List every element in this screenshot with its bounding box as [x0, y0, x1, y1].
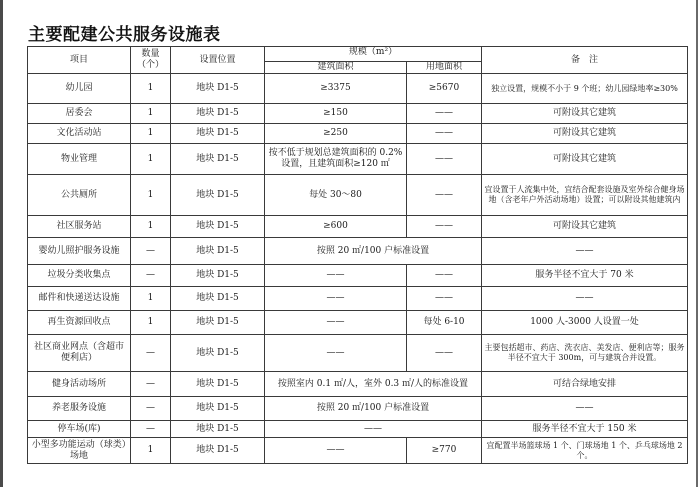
- facility-name-cell: 垃圾分类收集点: [28, 265, 131, 287]
- location-cell: 地块 D1-5: [171, 74, 265, 104]
- location-cell: 地块 D1-5: [171, 175, 265, 216]
- facilities-table: [27, 46, 688, 464]
- facility-name-cell: 停车场(库): [28, 421, 131, 438]
- scale-merged-cell: 按照 20 ㎡/100 户标准设置: [265, 397, 482, 421]
- facility-name-cell: 幼儿园: [28, 74, 131, 104]
- location-cell: 地块 D1-5: [171, 438, 265, 464]
- floor-area-cell: ——: [265, 335, 407, 372]
- location-cell: 地块 D1-5: [171, 238, 265, 265]
- land-area-cell: ——: [407, 335, 482, 372]
- page-edge-line: [696, 0, 698, 487]
- facility-name-cell: 社区服务站: [28, 216, 131, 238]
- page-edge-line: [0, 0, 3, 487]
- quantity-cell: —: [131, 372, 171, 397]
- remarks-cell: 宜配置半场篮球场 1 个、门球场地 1 个、乒乓球场地 2 个。: [482, 438, 688, 464]
- quantity-cell: —: [131, 238, 171, 265]
- location-cell: 地块 D1-5: [171, 287, 265, 311]
- quantity-cell: —: [131, 397, 171, 421]
- remarks-cell: 宜设置于人流集中处，宜结合配套设施及室外综合健身场地（含老年户外活动场地）设置；可以附设其他建筑内: [482, 175, 688, 216]
- remarks-cell: 可附设其它建筑: [482, 216, 688, 238]
- facility-name-cell: 养老服务设施: [28, 397, 131, 421]
- quantity-cell: 1: [131, 438, 171, 464]
- remarks-cell: 可附设其它建筑: [482, 124, 688, 144]
- table-row: [28, 144, 688, 175]
- quantity-cell: —: [131, 335, 171, 372]
- remarks-cell: 服务半径不宜大于 70 米: [482, 265, 688, 287]
- remarks-cell: ——: [482, 397, 688, 421]
- floor-area-cell: ≥250: [265, 124, 407, 144]
- floor-area-cell: ——: [265, 438, 407, 464]
- remarks-cell: 1000 人-3000 人设置一处: [482, 311, 688, 335]
- floor-area-cell: ——: [265, 311, 407, 335]
- table-row: [28, 335, 688, 372]
- header-remarks: 备 注: [482, 47, 688, 74]
- header-land-area: 用地面积: [407, 62, 482, 74]
- facility-name-cell: 公共厕所: [28, 175, 131, 216]
- facility-name-cell: 物业管理: [28, 144, 131, 175]
- remarks-cell: 可附设其它建筑: [482, 104, 688, 124]
- header-scale: 规模（m²）: [265, 47, 482, 62]
- floor-area-cell: ≥600: [265, 216, 407, 238]
- quantity-cell: 1: [131, 74, 171, 104]
- land-area-cell: ——: [407, 104, 482, 124]
- location-cell: 地块 D1-5: [171, 124, 265, 144]
- land-area-cell: ——: [407, 124, 482, 144]
- table-row: [28, 372, 688, 397]
- location-cell: 地块 D1-5: [171, 265, 265, 287]
- remarks-cell: ——: [482, 238, 688, 265]
- location-cell: 地块 D1-5: [171, 372, 265, 397]
- land-area-cell: ——: [407, 144, 482, 175]
- table-row: [28, 397, 688, 421]
- land-area-cell: ≥770: [407, 438, 482, 464]
- quantity-cell: 1: [131, 287, 171, 311]
- quantity-cell: 1: [131, 124, 171, 144]
- facility-name-cell: 健身活动场所: [28, 372, 131, 397]
- location-cell: 地块 D1-5: [171, 216, 265, 238]
- land-area-cell: ——: [407, 216, 482, 238]
- facility-name-cell: 文化活动站: [28, 124, 131, 144]
- floor-area-cell: 按不低于规划总建筑面积的 0.2%设置，且建筑面积≥120 ㎡: [265, 144, 407, 175]
- land-area-cell: ——: [407, 265, 482, 287]
- header-quantity-line2: （个）: [136, 60, 164, 70]
- quantity-cell: 1: [131, 216, 171, 238]
- remarks-cell: 可附设其它建筑: [482, 144, 688, 175]
- location-cell: 地块 D1-5: [171, 104, 265, 124]
- quantity-cell: 1: [131, 144, 171, 175]
- floor-area-cell: ≥3375: [265, 74, 407, 104]
- table-row: [28, 104, 688, 124]
- quantity-cell: —: [131, 265, 171, 287]
- scale-merged-cell: ——: [265, 421, 482, 438]
- table-row: [28, 74, 688, 104]
- facility-name-cell: 邮件和快递送达设施: [28, 287, 131, 311]
- header-location: 设置位置: [171, 47, 265, 74]
- table-row: [28, 265, 688, 287]
- quantity-cell: 1: [131, 311, 171, 335]
- table-body: [28, 47, 688, 464]
- remarks-cell: 可结合绿地安排: [482, 372, 688, 397]
- facility-name-cell: 居委会: [28, 104, 131, 124]
- header-quantity-line1: 数量: [141, 49, 160, 60]
- header-row: [28, 47, 688, 62]
- remarks-cell: 主要包括超市、药店、洗衣店、美发店、便利店等；服务半径不宜大于 300m，可与建筑合并设置。: [482, 335, 688, 372]
- remarks-cell: 独立设置，规模不小于 9 个班；幼儿园绿地率≥30%: [482, 74, 688, 104]
- header-quantity: [131, 47, 171, 74]
- quantity-cell: 1: [131, 104, 171, 124]
- table-row: [28, 421, 688, 438]
- header-floor-area: 建筑面积: [265, 62, 407, 74]
- table-row: [28, 175, 688, 216]
- location-cell: 地块 D1-5: [171, 421, 265, 438]
- floor-area-cell: 每处 30～80: [265, 175, 407, 216]
- table-row: [28, 238, 688, 265]
- floor-area-cell: ——: [265, 287, 407, 311]
- table-row: [28, 216, 688, 238]
- land-area-cell: ≥5670: [407, 74, 482, 104]
- facility-name-cell: 婴幼儿照护服务设施: [28, 238, 131, 265]
- remarks-cell: 服务半径不宜大于 150 米: [482, 421, 688, 438]
- table-row: [28, 124, 688, 144]
- facility-name-cell: 小型多功能运动（球类）场地: [28, 438, 131, 464]
- floor-area-cell: ≥150: [265, 104, 407, 124]
- land-area-cell: ——: [407, 175, 482, 216]
- quantity-cell: 1: [131, 175, 171, 216]
- facility-name-cell: 再生资源回收点: [28, 311, 131, 335]
- scale-merged-cell: 按照室内 0.1 ㎡/人，室外 0.3 ㎡/人的标准设置: [265, 372, 482, 397]
- table-row: [28, 311, 688, 335]
- header-item: 项目: [28, 47, 131, 74]
- table-row: [28, 438, 688, 464]
- location-cell: 地块 D1-5: [171, 144, 265, 175]
- location-cell: 地块 D1-5: [171, 397, 265, 421]
- location-cell: 地块 D1-5: [171, 335, 265, 372]
- land-area-cell: 每处 6-10: [407, 311, 482, 335]
- scale-merged-cell: 按照 20 ㎡/100 户标准设置: [265, 238, 482, 265]
- remarks-cell: ——: [482, 287, 688, 311]
- table-row: [28, 287, 688, 311]
- location-cell: 地块 D1-5: [171, 311, 265, 335]
- quantity-cell: —: [131, 421, 171, 438]
- floor-area-cell: ——: [265, 265, 407, 287]
- facility-name-cell: 社区商业网点（含超市便利店）: [28, 335, 131, 372]
- land-area-cell: ——: [407, 287, 482, 311]
- table-title: 主要配建公共服务设施表: [28, 25, 221, 45]
